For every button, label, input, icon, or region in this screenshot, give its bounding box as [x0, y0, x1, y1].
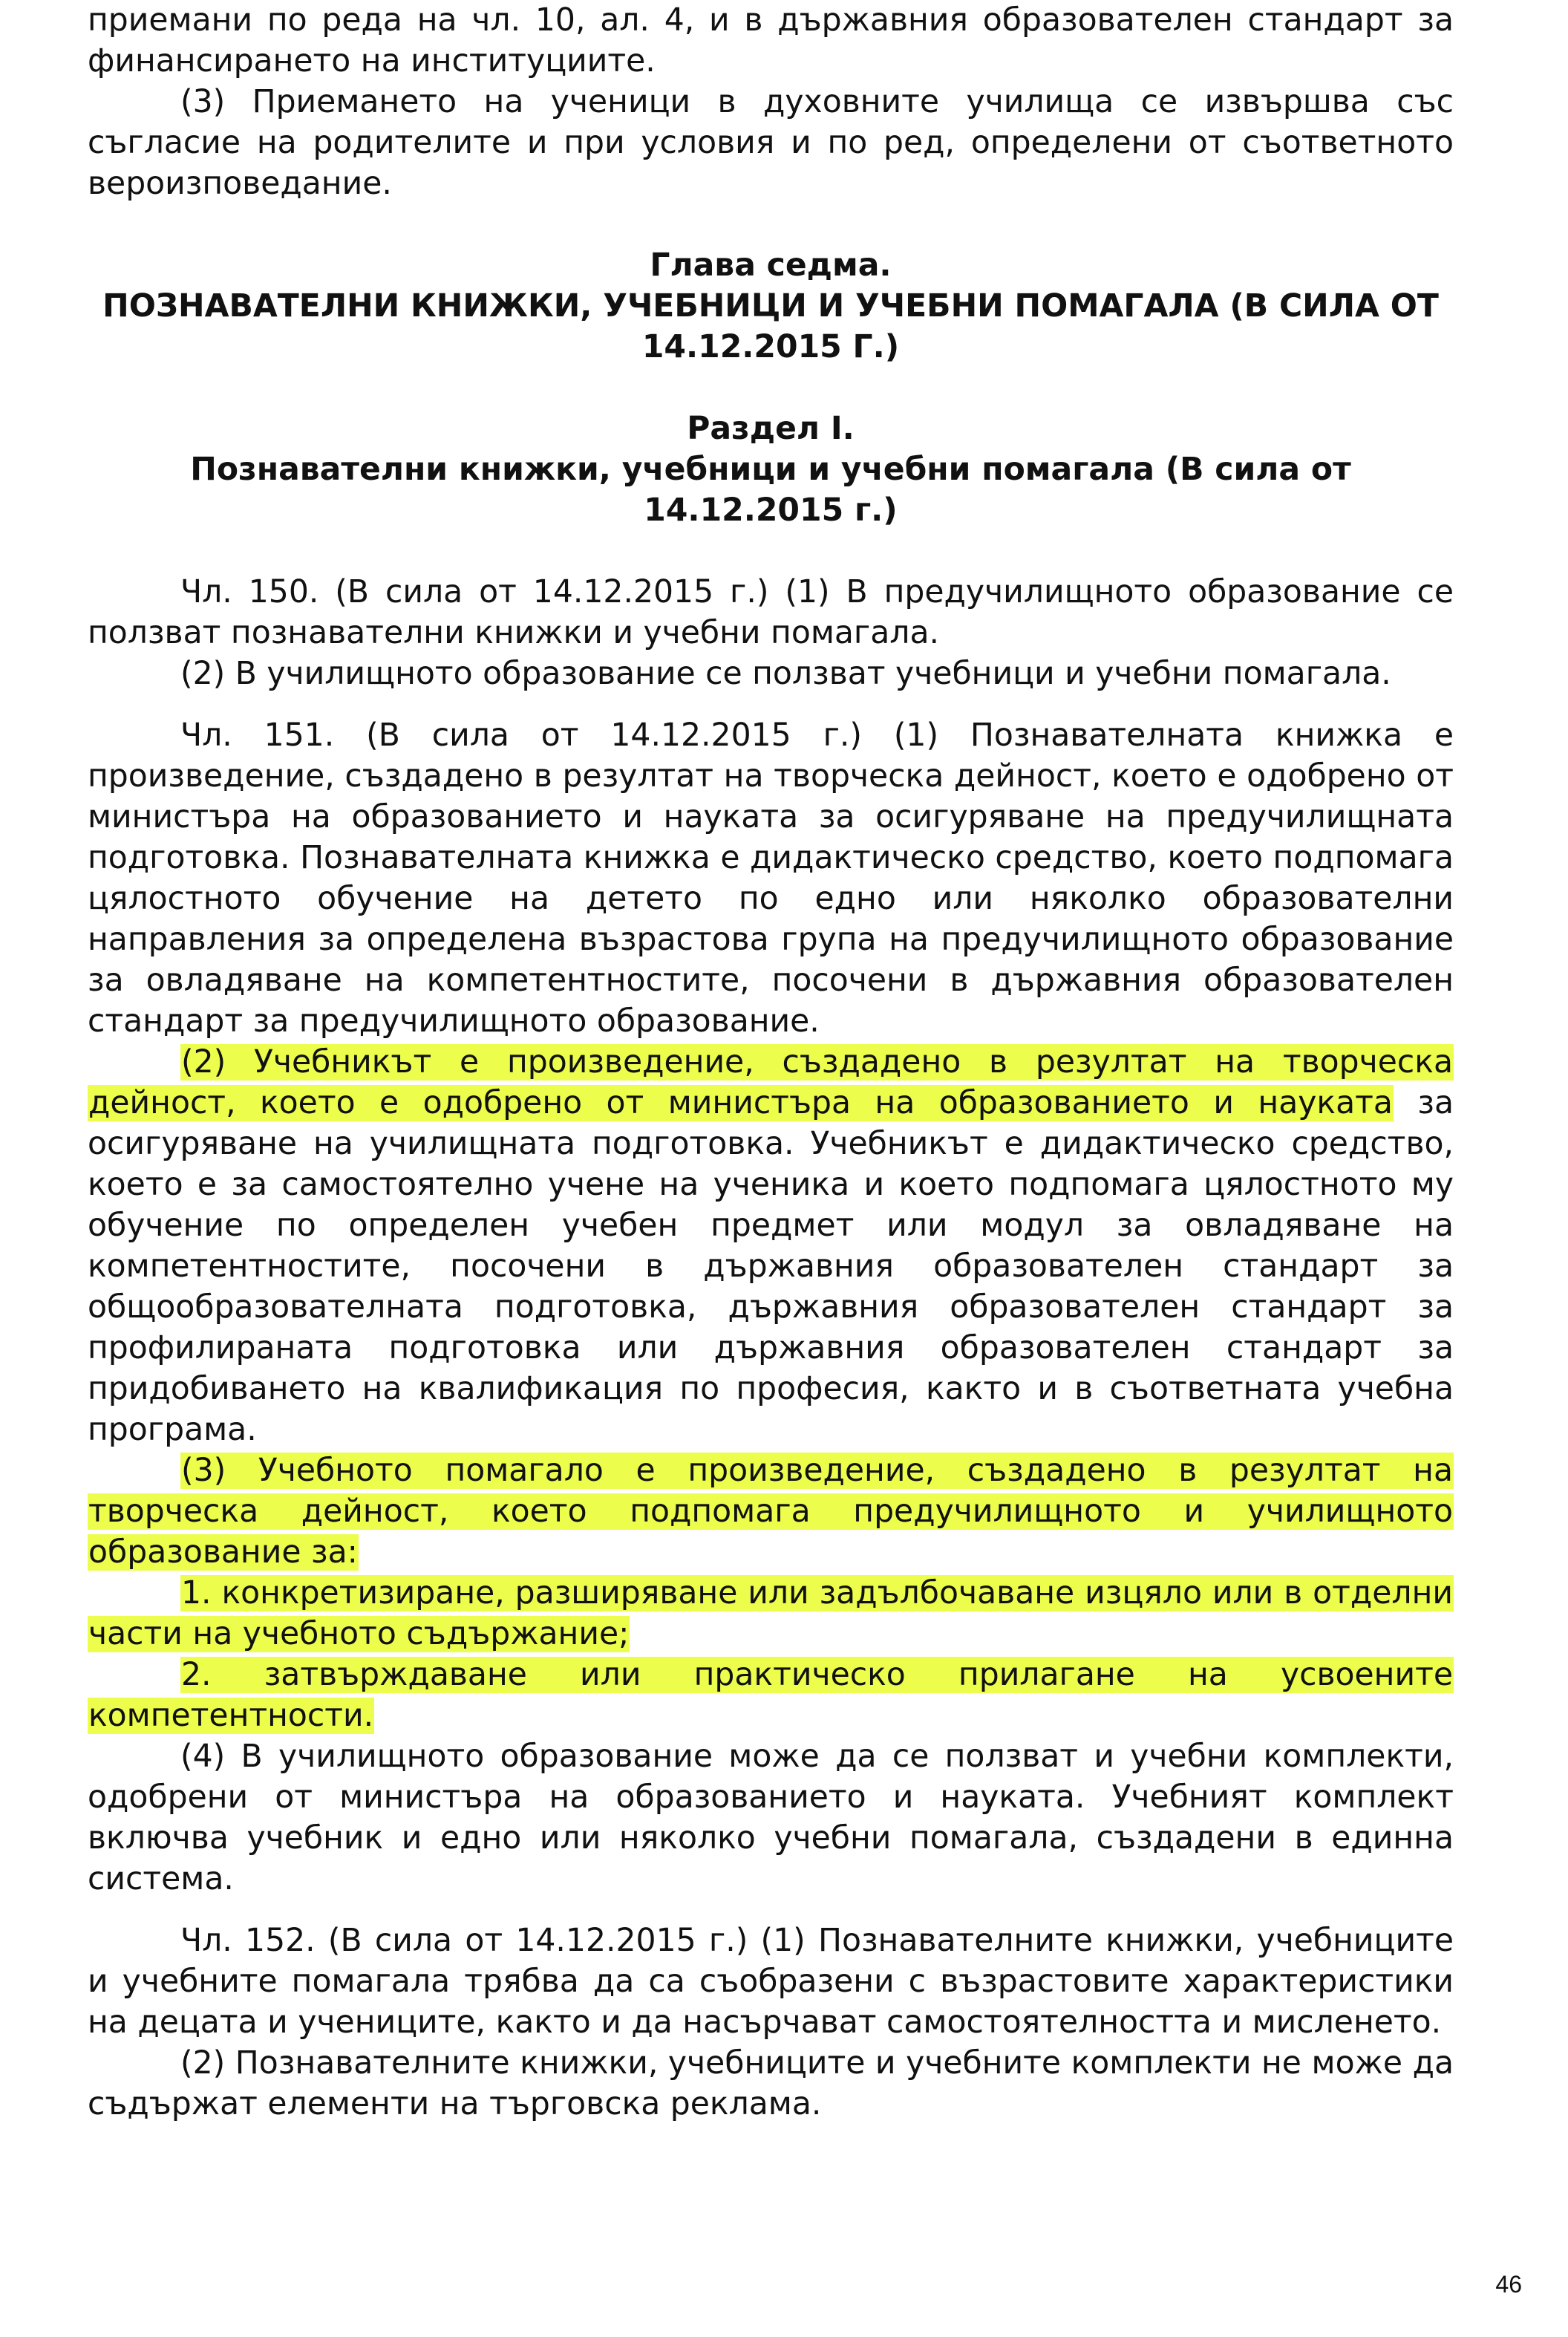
art150-para1: Чл. 150. (В сила от 14.12.2015 г.) (1) В предучилищното образование се ползват познавателни книжки и учебни помагала.: [88, 574, 1454, 651]
art150-para2: (2) В училищното образование се ползват учебници и учебни помагала.: [180, 656, 1391, 692]
chapter-title: ПОЗНАВАТЕЛНИ КНИЖКИ, УЧЕБНИЦИ И УЧЕБНИ ПОМАГАЛА (В СИЛА ОТ 14.12.2015 Г.): [102, 288, 1439, 365]
section-title: Познавателни книжки, учебници и учебни помагала (В сила от 14.12.2015 г.): [190, 452, 1351, 529]
art151-para1: Чл. 151. (В сила от 14.12.2015 г.) (1) Познавателната книжка е произведение, създадено в резултат на творческа дейност, което е одобрено от министъра на образованието и науката за осигуряване на предучилищната подготовка. Познавателната книжка е дидактическо средство, което подпомага цялостното обучение на детето по едно или няколко образователни направления за определена възрастова група на предучилищното образование за овладяване на компетентностите, посочени в държавния образователен стандарт за предучилищното образование.: [88, 717, 1454, 1040]
section-label: Раздел I.: [687, 411, 855, 447]
highlighted-text: (2) Учебникът е произведение, създадено в резултат на творческа дейност, което е одобрено от министъра на образованието и науката: [88, 1044, 1453, 1121]
art151-para3: [88, 1450, 1454, 1573]
art151-item1: [88, 1573, 1454, 1655]
art151-para2-rest: за осигуряване на училищната подготовка. Учебникът е дидактическо средство, което е за самостоятелно учене на ученика и което подпомага цялостното му обучение по определен учебен предмет или модул за овладяване на компетентностите, посочени в държавния образователен стандарт за общообразователната подготовка, държавния образователен стандарт за профилираната подготовка или държавния образователен стандарт за придобиването на квалификация по професия, както и в съответната учебна програма.: [88, 1085, 1454, 1448]
document-page: [88, 0, 1454, 2125]
highlighted-text: 2. затвърждаване или практическо прилагане на усвоените компетентности.: [88, 1657, 1453, 1734]
chapter-label: Глава седма.: [650, 247, 892, 284]
highlighted-text: 1. конкретизиране, разширяване или задълбочаване изцяло или в отделни части на учебното съдържание;: [88, 1575, 1453, 1652]
art151-item2: [88, 1655, 1454, 1736]
art151-para2: [88, 1042, 1454, 1450]
art152-para1: Чл. 152. (В сила от 14.12.2015 г.) (1) Познавателните книжки, учебниците и учебните помагала трябва да са съобразени с възрастовите характеристики на децата и учениците, както и да насърчават самостоятелността и мисленето.: [88, 1923, 1454, 2041]
art152-para2: (2) Познавателните книжки, учебниците и учебните комплекти не може да съдържат елементи на търговска реклама.: [88, 2045, 1454, 2122]
art151-para4: (4) В училищното образование може да се ползват и учебни комплекти, одобрени от министъра на образованието и науката. Учебният комплект включва учебник и едно или няколко учебни помагала, създадени в единна система.: [88, 1738, 1454, 1897]
continuation-paragraph: приемани по реда на чл. 10, ал. 4, и в държавния образователен стандарт за финансирането на институциите.: [88, 2, 1454, 79]
highlighted-text: (3) Учебното помагало е произведение, създадено в резултат на творческа дейност, което подпомага предучилищното и училищното образование за:: [88, 1453, 1453, 1571]
page-number: 46: [1495, 2271, 1522, 2298]
paragraph-religious-schools: (3) Приемането на ученици в духовните училища се извършва със съгласие на родителите и при условия и по ред, определени от съответното вероизповедание.: [88, 84, 1454, 202]
